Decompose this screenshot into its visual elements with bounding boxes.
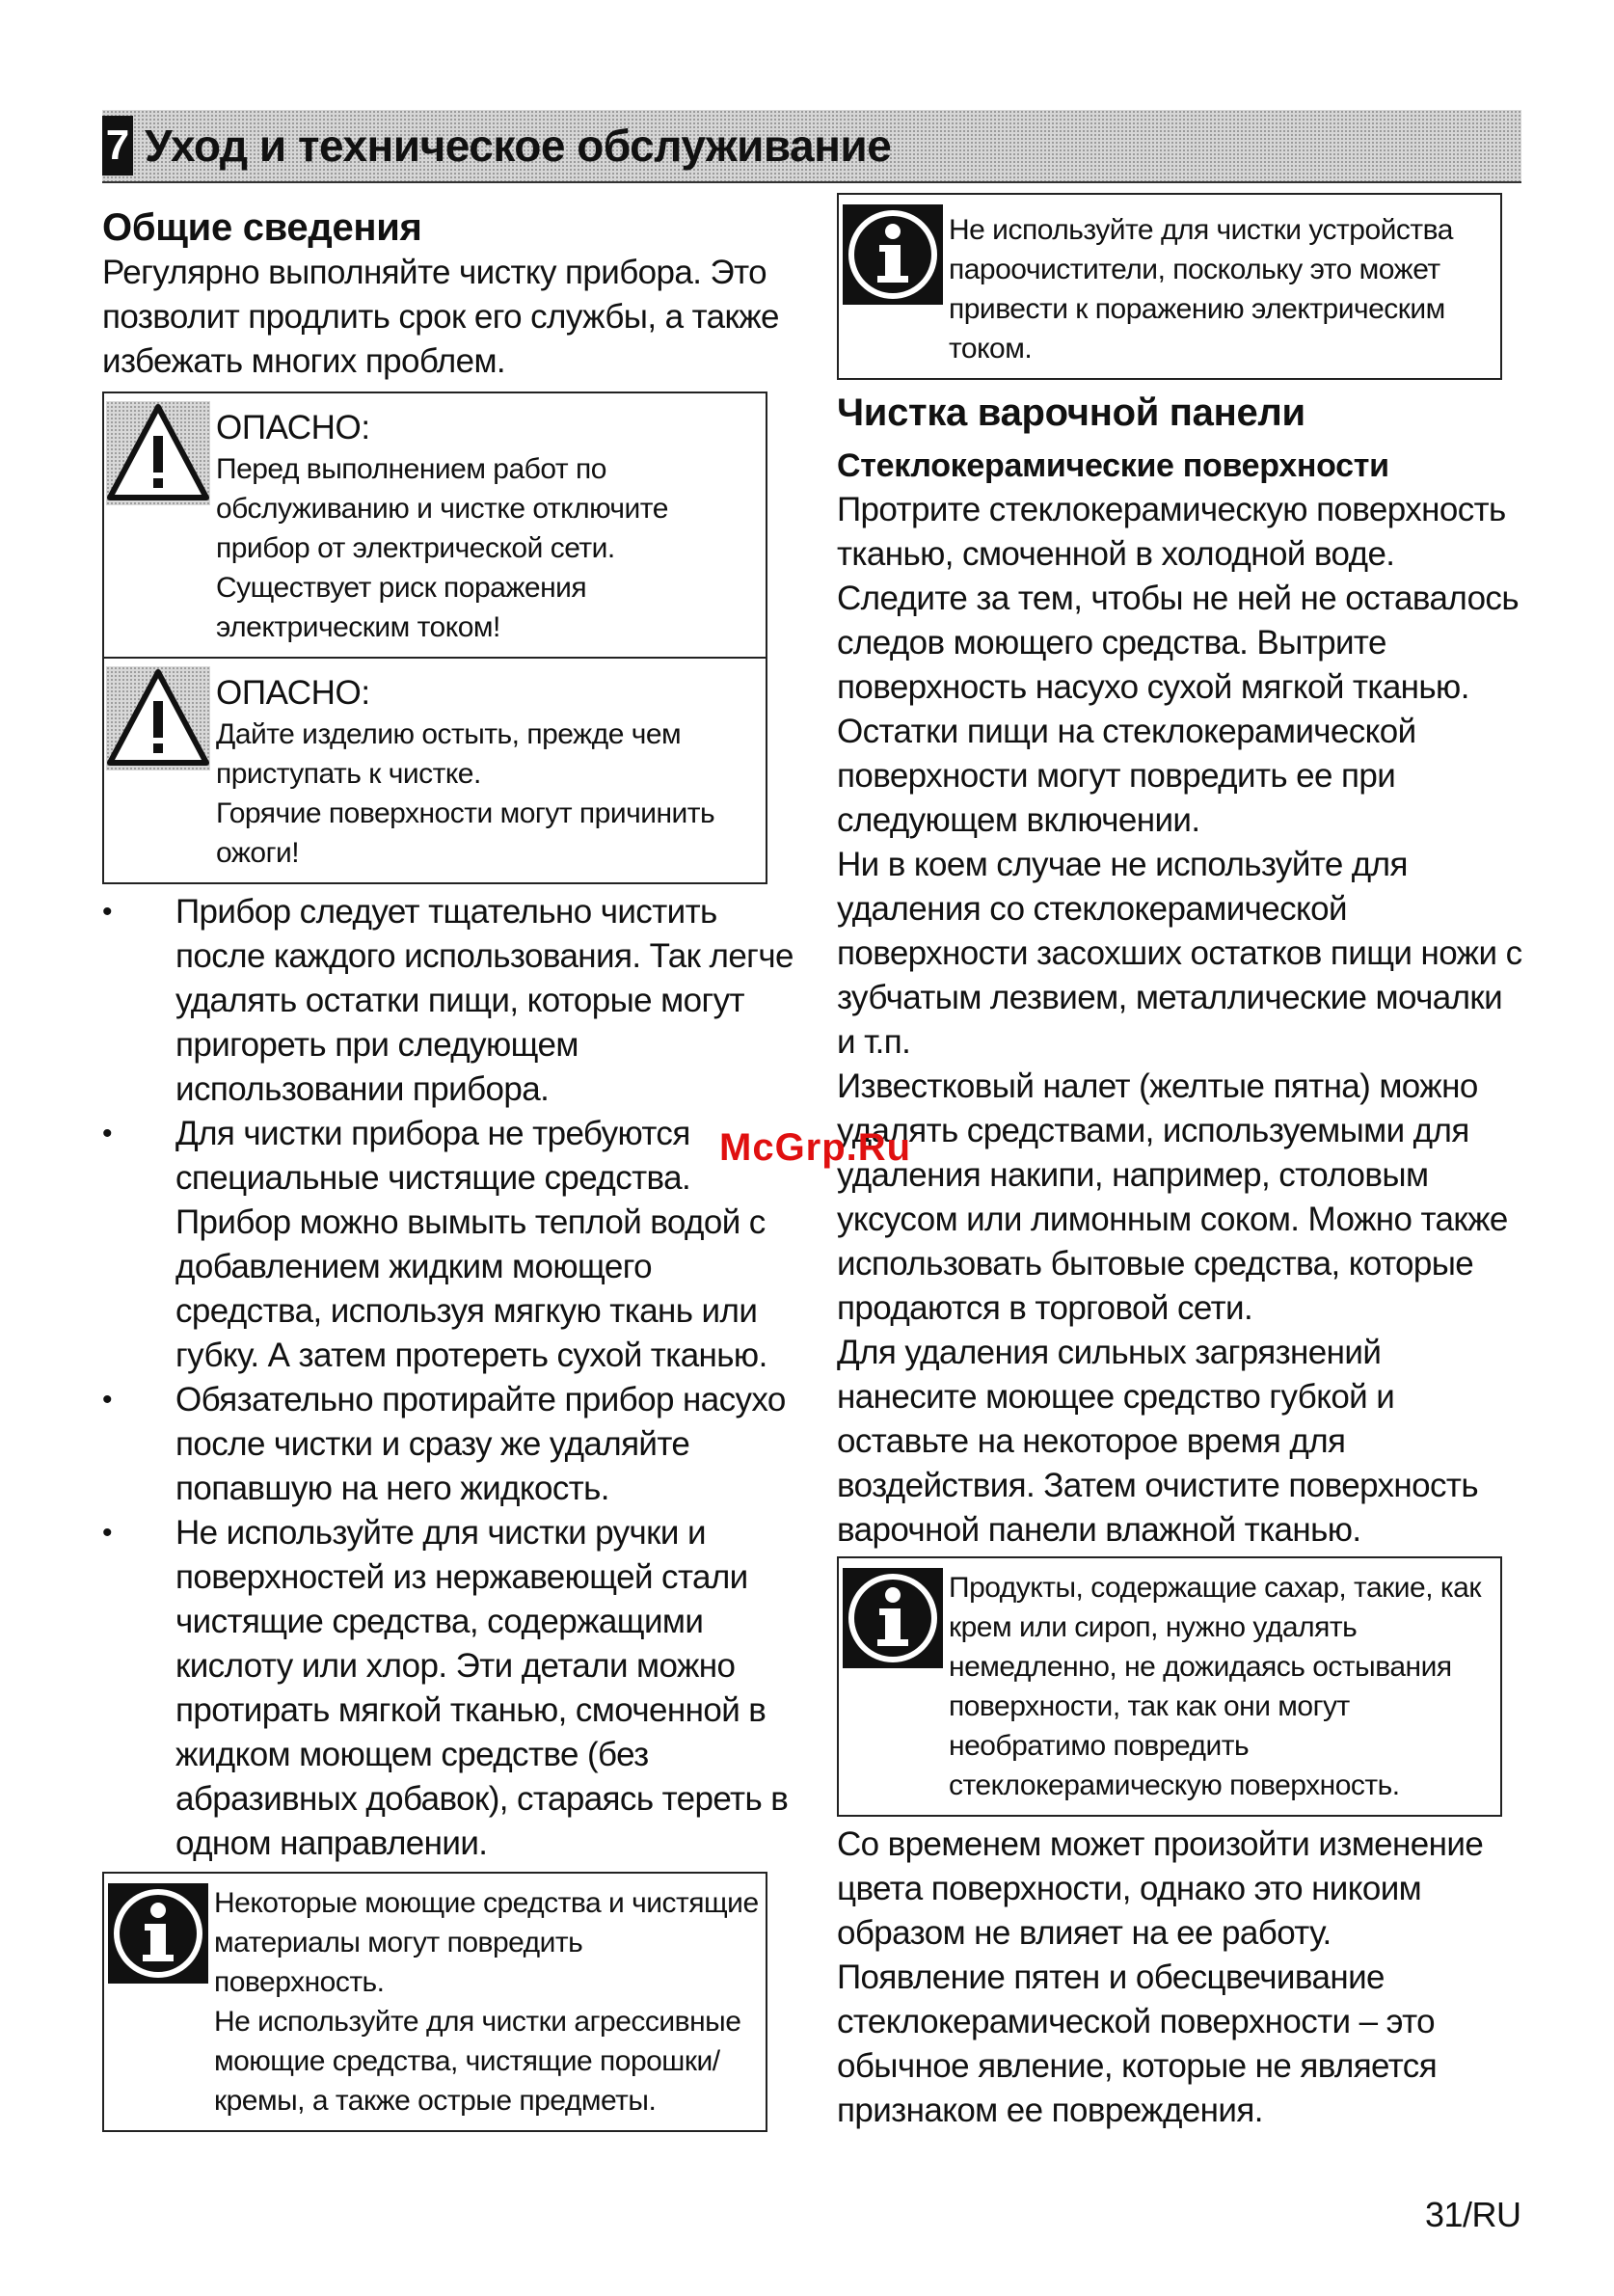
danger-box (102, 392, 767, 884)
info-box-detergents (102, 1872, 767, 2132)
chapter-title: Уход и техническое обслуживание (145, 121, 892, 171)
warning-text: Существует риск поражения электрическим током! (216, 572, 587, 643)
paragraph: Со временем может произойти изменение цвета поверхности, однако это никоим образом не влияет на ее работу. (837, 1825, 1484, 1952)
list-item: • Не используйте для чистки ручки и поверхностей из нержавеющей стали чистящие средства, содержащими кислоту или хлор. Эти детали можно протирать мягкой тканью, смоченной в жидком моющем средстве (без абразивных добавок), стараясь тереть в одном направлении. (102, 1511, 802, 1866)
warning-title: ОПАСНО: (216, 409, 370, 446)
info-text: Не используйте для чистки устройства пароочистители, поскольку это может привести к поражению электрическим током. (949, 214, 1453, 365)
info-icon (843, 1568, 943, 1668)
danger-warning-1 (104, 393, 766, 657)
chapter-header (102, 110, 1521, 183)
list-item: • Прибор следует тщательно чистить после каждого использования. Так легче удалять остатки пищи, которые могут пригореть при следующем использовании прибора. (102, 890, 802, 1112)
chapter-number: 7 (102, 116, 133, 176)
info-box-steam (837, 193, 1502, 380)
warning-text: Перед выполнением работ по обслуживанию и чистке отключите прибор от электрической сети. (216, 453, 668, 564)
paragraph: Следите за тем, чтобы не ней не оставалось следов моющего средства. Вытрите поверхность насухо сухой мягкой тканью. (837, 580, 1519, 706)
warning-title: ОПАСНО: (216, 674, 370, 712)
list-item: • Обязательно протирайте прибор насухо после чистки и сразу же удаляйте попавшую на него жидкость. (102, 1378, 802, 1511)
paragraph: Ни в коем случае не используйте для удаления со стеклокерамической поверхности засохших остатков пищи ножи с зубчатым лезвием, металлические мочалки и т.п. (837, 846, 1522, 1061)
list-item: • Для чистки прибора не требуются специальные чистящие средства. Прибор можно вымыть теплой водой с добавлением жидким моющего средства, используя мягкую ткань или губку. А затем протереть сухой тканью. (102, 1112, 802, 1378)
subheading-glass-ceramic: Стеклокерамические поверхности (837, 447, 1389, 484)
info-text: Не используйте для чистки агрессивные моющие средства, чистящие порошки/кремы, а также острые предметы. (214, 2006, 741, 2117)
warning-text: Дайте изделию остыть, прежде чем приступать к чистке. (216, 718, 682, 790)
page-number: 31/RU (1425, 2195, 1521, 2234)
info-box-sugar (837, 1556, 1502, 1817)
general-intro: Регулярно выполняйте чистку прибора. Это позволит продлить срок его службы, а также избежать многих проблем. (102, 254, 779, 380)
info-text: Некоторые моющие средства и чистящие материалы могут повредить поверхность. (214, 1887, 759, 1998)
info-icon (108, 1883, 208, 1984)
danger-warning-2 (104, 657, 766, 882)
left-column (102, 204, 802, 2132)
paragraph: Остатки пищи на стеклокерамической поверхности могут повредить ее при следующем включении. (837, 713, 1416, 839)
warning-text: Горячие поверхности могут причинить ожоги! (216, 797, 715, 869)
right-column (837, 193, 1527, 2133)
paragraph: Появление пятен и обесцвечивание стеклокерамической поверхности – это обычное явление, которые не является признаком ее повреждения. (837, 1958, 1438, 2129)
section-heading-general: Общие сведения (102, 206, 422, 249)
warning-triangle-icon (106, 401, 210, 505)
watermark: McGrp.Ru (719, 1126, 912, 1169)
info-text: Продукты, содержащие сахар, такие, как крем или сироп, нужно удалять немедленно, не дожидаясь остывания поверхности, так как они могут необратимо повредить стеклокерамическую поверхность. (949, 1572, 1481, 1801)
paragraph: Для удаления сильных загрязнений нанесите моющее средство губкой и оставьте на некоторое время для воздействия. Затем очистите поверхность варочной панели влажной тканью. (837, 1334, 1478, 1549)
warning-triangle-icon (106, 666, 210, 770)
info-icon (843, 204, 943, 305)
cleaning-bullet-list (102, 890, 802, 1866)
section-heading-hob: Чистка варочной панели (837, 392, 1305, 434)
paragraph: Протрите стеклокерамическую поверхность тканью, смоченной в холодной воде. (837, 491, 1506, 573)
paragraph: Известковый налет (желтые пятна) можно удалять средствами, используемыми для удаления накипи, например, столовым уксусом или лимонным соком. Можно также использовать бытовые средства, которые продаются в торговой сети. (837, 1067, 1508, 1327)
